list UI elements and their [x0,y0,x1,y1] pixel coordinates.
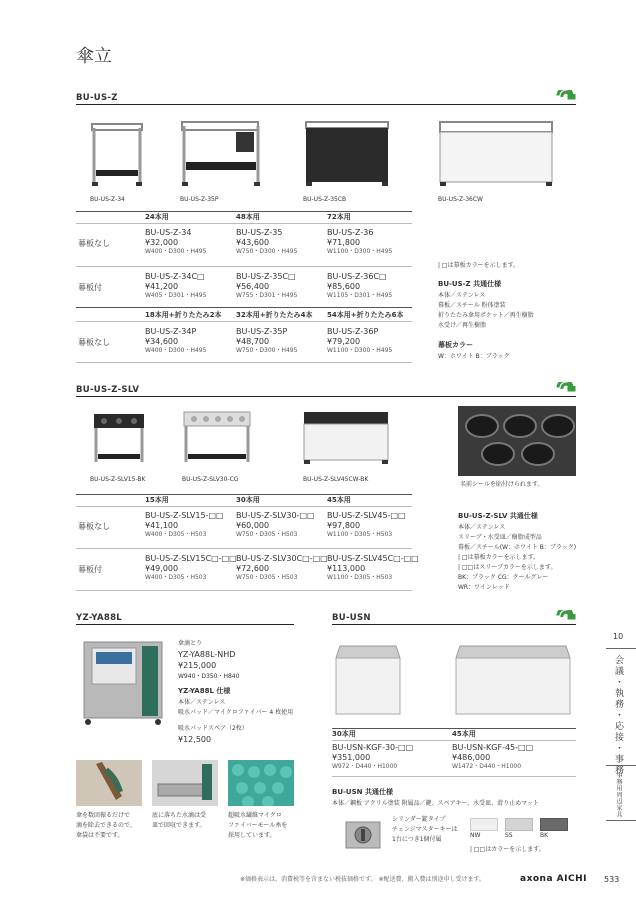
table-cell: BU-USN-KGF-30-□□ ¥351,000 W972・D440・H1000 [332,743,414,770]
table-rule [76,211,412,212]
green-g-logo-icon [556,382,576,393]
table-cell: BU-US-Z-35P ¥48,700 W750・D300・H495 [236,327,298,354]
table-rule [76,362,412,363]
table-rule [76,506,412,507]
footer-note: ※価格表示は、消費税等を含まない税抜価格です。 ※配送費、搬入費は別途申し受けます。 [240,876,486,883]
col-header: 30本用 [332,730,356,738]
spec-title: BU-US-Z-SLV 共通仕様 [458,512,538,520]
table-cell: BU-US-Z-34C□ ¥41,200 W405・D301・H495 [145,272,207,299]
table-cell: BU-US-Z-SLV45-□□ ¥97,800 W1100・D305・H503 [327,511,406,538]
table-cell: BU-US-Z-SLV30C□-□□ ¥72,600 W750・D305・H503 [236,554,328,581]
color-note: | □□はカラーを示します。 [470,846,545,853]
table-cell: BU-US-Z-36 ¥71,800 W1100・D300・H495 [327,228,393,255]
row-label: 幕板なし [78,239,110,248]
microfiber-photo [228,760,294,806]
product-image-bu-us-z-35p [178,118,264,190]
product-caption: BU-US-Z-34 [90,196,125,203]
product-caption: BU-US-Z-SLV45CW-BK [303,476,369,483]
section-title-usn: BU-USN [332,613,371,623]
row-label: 幕板なし [78,338,110,347]
swatch-bk [540,818,568,831]
swatch-label: NW [470,832,481,839]
spec-line: 本体／ステンレス [438,292,486,299]
key-text: シリンダー錠タイプ [392,816,446,823]
table-rule [76,548,412,549]
table-rule [332,740,576,741]
brand-logo: axona AICHI [520,874,587,884]
row-label: 幕板付 [78,565,102,574]
spec-line: 吸水パッド／マイクロファイバー 4 枚使用 [178,709,294,716]
col-header: 45本用 [452,730,476,738]
swatch-label: SS [505,832,513,839]
spec-line: スリーブ・水受皿／樹脂成型品 [458,534,542,541]
spec-line: 折りたたみ傘用ポケット／再生樹脂 [438,312,534,319]
photo-caption: 滴を除去できるので、 [76,822,136,829]
table-cell: BU-US-Z-36C□ ¥85,600 W1105・D301・H495 [327,272,393,299]
table-rule [76,321,412,322]
table-cell: BU-US-Z-36P ¥79,200 W1100・D300・H495 [327,327,393,354]
spec-line: | □□はスリーブカラーを示します。 [458,564,557,571]
table-cell: BU-US-Z-35C□ ¥56,400 W755・D301・H495 [236,272,298,299]
product-caption: BU-US-Z-35P [180,196,219,203]
table-cell: BU-US-Z-34 ¥32,000 W400・D300・H495 [145,228,207,255]
table-cell: BU-US-Z-SLV15C□-□□ ¥49,000 W400・D305・H503 [145,554,237,581]
table-cell: BU-US-Z-34P ¥34,600 W400・D300・H495 [145,327,207,354]
table-rule [332,776,576,777]
product-caption: BU-US-Z-35CB [303,196,347,203]
chapter-title: 会議・執務・応接・事務 [613,655,623,776]
photo-caption: 名前シールを貼付けられます。 [460,481,544,488]
spec-line: BK：ブラック CG：クールグレー [458,574,549,581]
table-rule [76,307,412,308]
spec-line: 本体／鋼板 アクリル塗装 附属品／鍵、スペアキー、水受皿、滑り止めマット [332,800,539,807]
spec-line: 幕板／スチール 粉体塗装 [438,302,506,309]
spec-line: 本体／ステンレス [178,699,226,706]
side-rule [606,648,636,649]
table-cell: BU-USN-KGF-45-□□ ¥486,000 W1472・D440・H1000 [452,743,534,770]
section-title-yz: YZ-YA88L [76,613,123,623]
table-rule [76,266,412,267]
section-rule [332,624,576,625]
swatch-nw [470,818,498,831]
spec-line: 水受け／再生樹脂 [438,322,487,329]
col-header: 30本用 [236,496,260,504]
col-header: 24本用 [145,213,169,221]
product-image-slv45cw [300,408,392,468]
key-text: 1台につき1個付属 [392,836,442,843]
product-image-bu-us-z-35cb [302,118,394,190]
spec-line: 幕板／スチール(W：ホワイト B：ブラック) [458,544,577,551]
green-g-logo-icon [556,90,576,101]
product-type: 傘滴とり [178,640,203,647]
table-cell: BU-US-Z-SLV45C□-□□ ¥113,000 W1100・D305・H503 [327,554,419,581]
cylinder-lock-image [342,814,384,856]
swatch-label: BK [540,832,549,839]
col-header: 72本用 [327,213,351,221]
spec-line: WR：ワインレッド [458,584,510,591]
product-caption: BU-US-Z-SLV15-BK [90,476,146,483]
product-caption: BU-US-Z-36CW [438,196,483,203]
spare-price: ¥12,500 [178,735,212,744]
photo-caption: 皿で回収できます。 [152,822,206,829]
col-header: 45本用 [327,496,351,504]
product-caption: BU-US-Z-SLV30-CG [182,476,239,483]
photo-caption: 採用しています。 [228,832,276,839]
product-image-slv15 [90,410,148,468]
color-title: 幕板カラー [438,341,473,349]
section-rule [76,396,576,397]
umbrella-photo [76,760,142,806]
section-title-bu-us-z: BU-US-Z [76,93,118,103]
product-image-yz-ya88l [78,636,168,728]
green-g-logo-icon [556,610,576,621]
sleeve-detail-photo [458,406,576,476]
product-dim: W940・D350・H840 [178,673,240,680]
photo-caption: 傘を数回振るだけで [76,812,131,819]
chapter-subtitle: 事務用周辺家具 [615,772,622,818]
spec-title: YZ-YA88L 仕様 [178,687,231,695]
table-cell: BU-US-Z-SLV30-□□ ¥60,000 W750・D305・H503 [236,511,315,538]
col-header: 48本用 [236,213,260,221]
spare-label: 吸水パッドスペア（2枚） [178,725,248,732]
section-rule [76,624,294,625]
product-name: YZ-YA88L-NHD [178,650,236,659]
col-header: 18本用+折りたたみ2本 [145,311,222,319]
product-image-usn-45 [450,640,576,720]
spec-line: | □は幕板カラーを示します。 [458,554,540,561]
photo-caption: 超吸水繊維マイクロ [228,812,282,819]
key-text: チェンジマスターキーは [392,826,458,833]
color-line: W：ホワイト B：ブラック [438,353,510,360]
swatch-ss [505,818,533,831]
col-header: 54本用+折りたたみ6本 [327,311,404,319]
table-cell: BU-US-Z-35 ¥43,600 W750・D300・H495 [236,228,298,255]
product-image-bu-us-z-36cw [436,118,558,190]
row-label: 幕板なし [78,522,110,531]
spec-title: BU-US-Z 共通仕様 [438,280,502,288]
page-number: 533 [604,875,620,884]
section-title-slv: BU-US-Z-SLV [76,385,140,395]
section-rule [76,104,576,105]
spec-title: BU-USN 共通仕様 [332,788,393,796]
table-rule [76,590,412,591]
photo-caption: 傘袋は不要です。 [76,832,124,839]
table-rule [76,494,412,495]
product-image-bu-us-z-34 [88,120,148,188]
row-label: 幕板付 [78,283,102,292]
side-rule [606,765,636,766]
table-rule [76,223,412,224]
tray-photo [152,760,218,806]
table-rule [332,728,576,729]
table-cell: BU-US-Z-SLV15-□□ ¥41,100 W400・D305・H503 [145,511,224,538]
note-text: | □は幕板カラーを示します。 [438,262,520,269]
product-price: ¥215,000 [178,661,217,670]
col-header: 32本用+折りたたみ4本 [236,311,313,319]
product-image-slv30 [180,408,256,468]
side-rule [606,820,636,821]
chapter-number: 10 [613,632,624,641]
page-title: 傘立 [76,46,112,67]
photo-caption: 底に落ちた水滴は受 [152,812,207,819]
photo-caption: ファイバーモール糸を [228,822,288,829]
product-image-usn-30 [330,640,406,720]
col-header: 15本用 [145,496,169,504]
spec-line: 本体／ステンレス [458,524,506,531]
